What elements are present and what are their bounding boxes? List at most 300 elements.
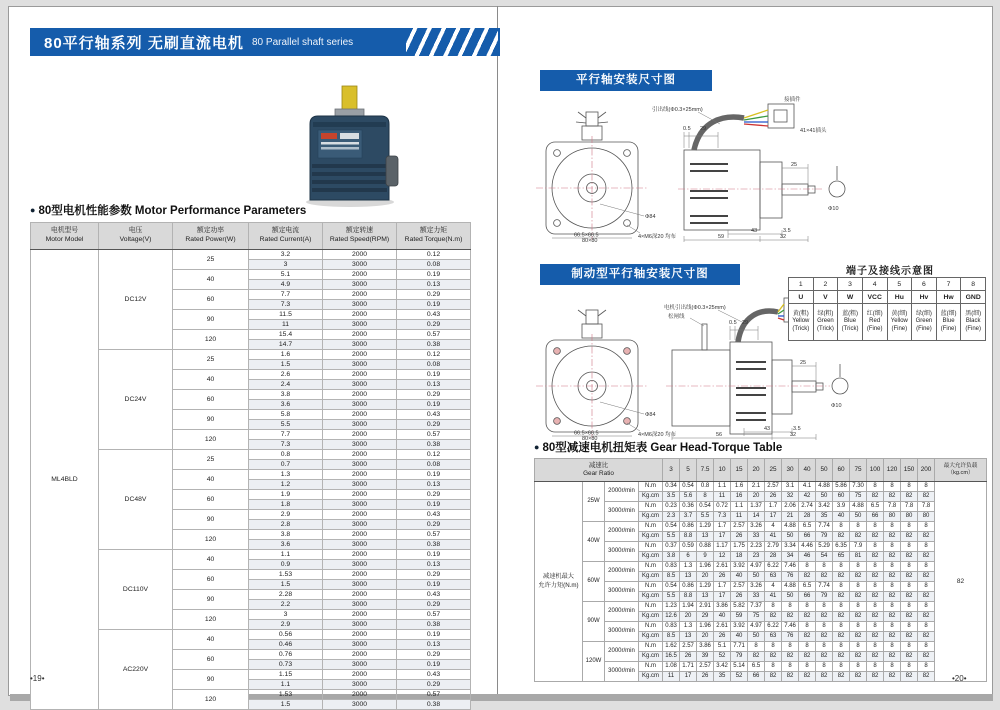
torque-value-cell: 82 xyxy=(850,632,867,642)
torque-value-cell: 0.34 xyxy=(663,482,680,492)
torque-value-cell: 75 xyxy=(850,492,867,502)
torque-value-cell: 1.7 xyxy=(714,582,731,592)
torque-value-cell: 8 xyxy=(867,562,884,572)
torque-value-cell: 82 xyxy=(782,612,799,622)
torque-value-cell: 1.7 xyxy=(714,522,731,532)
torque-value-cell: 8 xyxy=(884,602,901,612)
perf-value-cell: 0.57 xyxy=(397,530,471,540)
torque-speed-cell: 3000r/min xyxy=(605,542,639,562)
terminal-diagram-title: 端子及接线示意图 xyxy=(846,266,934,277)
torque-value-cell: 82 xyxy=(816,632,833,642)
torque-value-cell: 0.83 xyxy=(663,622,680,632)
perf-value-cell: 7.7 xyxy=(249,430,323,440)
torque-speed-cell: 2000r/min xyxy=(605,482,639,502)
torque-value-cell: 8 xyxy=(816,662,833,672)
perf-value-cell: 2000 xyxy=(323,490,397,500)
perf-value-cell: 1.1 xyxy=(249,550,323,560)
torque-value-cell: 2.57 xyxy=(731,582,748,592)
perf-value-cell: 2.9 xyxy=(249,620,323,630)
perf-value-cell: 2000 xyxy=(323,310,397,320)
perf-value-cell: 0.19 xyxy=(397,470,471,480)
torque-value-cell: 82 xyxy=(901,672,918,682)
torque-value-cell: 4.88 xyxy=(816,482,833,492)
torque-value-cell: 82 xyxy=(867,492,884,502)
torque-value-cell: 8 xyxy=(850,662,867,672)
torque-value-cell: 5.5 xyxy=(697,512,714,522)
torque-value-cell: 82 xyxy=(782,652,799,662)
torque-value-cell: 82 xyxy=(884,592,901,602)
perf-value-cell: 2000 xyxy=(323,530,397,540)
torque-value-cell: 1.29 xyxy=(697,522,714,532)
perf-value-cell: 0.13 xyxy=(397,640,471,650)
torque-value-cell: 8 xyxy=(867,582,884,592)
torque-value-cell: 7.30 xyxy=(850,482,867,492)
power-cell: 90 xyxy=(173,310,249,330)
perf-value-cell: 0.46 xyxy=(249,640,323,650)
torque-value-cell: 0.8 xyxy=(697,482,714,492)
svg-text:56: 56 xyxy=(716,432,723,438)
torque-value-cell: 33 xyxy=(748,532,765,542)
torque-value-cell: 8 xyxy=(799,602,816,612)
ratio-header-cell: 7.5 xyxy=(697,459,714,482)
ratio-header-cell: 200 xyxy=(918,459,935,482)
perf-value-cell: 0.13 xyxy=(397,280,471,290)
perf-value-cell: 3000 xyxy=(323,360,397,370)
perf-value-cell: 0.08 xyxy=(397,260,471,270)
torque-value-cell: 2.61 xyxy=(714,622,731,632)
torque-value-cell: 52 xyxy=(714,652,731,662)
torque-value-cell: 8 xyxy=(901,522,918,532)
torque-value-cell: 40 xyxy=(833,512,850,522)
terminal-number-cell: 1 xyxy=(789,278,814,291)
torque-value-cell: 8.8 xyxy=(680,532,697,542)
perf-value-cell: 2000 xyxy=(323,610,397,620)
torque-value-cell: 17 xyxy=(714,592,731,602)
torque-value-cell: 6.22 xyxy=(765,622,782,632)
torque-value-cell: 3.26 xyxy=(748,522,765,532)
torque-value-cell: 8 xyxy=(799,562,816,572)
perf-value-cell: 3000 xyxy=(323,500,397,510)
perf-value-cell: 7.3 xyxy=(249,440,323,450)
perf-table-header xyxy=(31,223,471,250)
torque-table-row xyxy=(535,602,987,612)
torque-value-cell: 14 xyxy=(748,512,765,522)
torque-value-cell: 80 xyxy=(901,512,918,522)
terminal-signal-cell: V xyxy=(813,291,838,304)
torque-value-cell: 6.35 xyxy=(833,542,850,552)
torque-value-cell: 82 xyxy=(867,532,884,542)
terminal-number-cell: 3 xyxy=(838,278,863,291)
torque-value-cell: 82 xyxy=(884,612,901,622)
svg-text:Φ84: Φ84 xyxy=(645,412,656,418)
torque-value-cell: 8 xyxy=(918,542,935,552)
perf-value-cell: 3.6 xyxy=(249,540,323,550)
torque-value-cell: 12.6 xyxy=(663,612,680,622)
torque-value-cell: 50 xyxy=(850,512,867,522)
svg-text:3.5: 3.5 xyxy=(793,426,801,432)
svg-text:41×41插头: 41×41插头 xyxy=(800,128,827,134)
torque-value-cell: 2.61 xyxy=(714,562,731,572)
torque-value-cell: 60 xyxy=(833,492,850,502)
torque-value-cell: 82 xyxy=(901,632,918,642)
perf-value-cell: 0.29 xyxy=(397,320,471,330)
ratio-header-cell: 30 xyxy=(782,459,799,482)
terminal-signal-row xyxy=(789,291,986,304)
torque-value-cell: 79 xyxy=(816,592,833,602)
torque-unit-cell: Kg.cm xyxy=(639,492,663,502)
perf-value-cell: 2000 xyxy=(323,570,397,580)
torque-unit-cell: Kg.cm xyxy=(639,552,663,562)
torque-value-cell: 3.34 xyxy=(782,542,799,552)
torque-speed-cell: 3000r/min xyxy=(605,662,639,682)
torque-value-cell: 3.92 xyxy=(731,562,748,572)
torque-value-cell: 8 xyxy=(884,662,901,672)
torque-value-cell: 16.5 xyxy=(663,652,680,662)
torque-value-cell: 4.1 xyxy=(799,482,816,492)
power-cell: 40 xyxy=(173,370,249,390)
ratio-header-cell: 60 xyxy=(833,459,850,482)
torque-unit-cell: N.m xyxy=(639,482,663,492)
perf-value-cell: 1.1 xyxy=(249,680,323,690)
perf-value-cell: 0.08 xyxy=(397,460,471,470)
torque-value-cell: 8 xyxy=(918,642,935,652)
torque-value-cell: 5.6 xyxy=(680,492,697,502)
torque-value-cell: 76 xyxy=(782,572,799,582)
perf-value-cell: 3000 xyxy=(323,520,397,530)
torque-value-cell: 82 xyxy=(850,572,867,582)
power-cell: 25 xyxy=(173,350,249,370)
power-cell: 60 xyxy=(173,390,249,410)
torque-power-cell: 25W xyxy=(583,482,605,522)
torque-value-cell: 8 xyxy=(901,642,918,652)
power-cell: 120 xyxy=(173,610,249,630)
motor-model-cell: ML4BLD xyxy=(31,250,99,710)
torque-value-cell: 7.37 xyxy=(748,602,765,612)
torque-value-cell: 1.1 xyxy=(731,502,748,512)
torque-speed-cell: 3000r/min xyxy=(605,502,639,522)
torque-value-cell: 11 xyxy=(731,512,748,522)
power-cell: 120 xyxy=(173,430,249,450)
torque-power-cell: 90W xyxy=(583,602,605,642)
perf-value-cell: 1.53 xyxy=(249,570,323,580)
perf-value-cell: 0.29 xyxy=(397,520,471,530)
perf-value-cell: 0.12 xyxy=(397,450,471,460)
torque-value-cell: 3.8 xyxy=(663,552,680,562)
svg-text:0.5: 0.5 xyxy=(729,320,737,326)
torque-value-cell: 8 xyxy=(918,622,935,632)
perf-value-cell: 3.6 xyxy=(249,400,323,410)
perf-value-cell: 0.56 xyxy=(249,630,323,640)
torque-value-cell: 8 xyxy=(765,602,782,612)
power-cell: 60 xyxy=(173,490,249,510)
torque-value-cell: 28 xyxy=(799,512,816,522)
torque-value-cell: 8 xyxy=(884,622,901,632)
torque-value-cell: 2.74 xyxy=(799,502,816,512)
torque-value-cell: 82 xyxy=(884,532,901,542)
torque-value-cell: 8 xyxy=(799,622,816,632)
perf-value-cell: 11.5 xyxy=(249,310,323,320)
torque-value-cell: 26 xyxy=(714,632,731,642)
torque-value-cell: 3.7 xyxy=(680,512,697,522)
perf-column-header: 额定力矩 Rated Torque(N.m) xyxy=(397,223,471,250)
torque-value-cell: 82 xyxy=(918,572,935,582)
svg-text:Φ10: Φ10 xyxy=(828,206,839,212)
torque-value-cell: 82 xyxy=(799,632,816,642)
torque-value-cell: 2.57 xyxy=(765,482,782,492)
torque-value-cell: 63 xyxy=(765,572,782,582)
perf-column-header: 额定电流 Rated Current(A) xyxy=(249,223,323,250)
terminal-signal-cell: VCC xyxy=(862,291,887,304)
torque-value-cell: 50 xyxy=(782,592,799,602)
torque-value-cell: 79 xyxy=(731,652,748,662)
perf-value-cell: 0.19 xyxy=(397,550,471,560)
svg-text:Φ10: Φ10 xyxy=(831,403,842,409)
perf-value-cell: 5.8 xyxy=(249,410,323,420)
perf-value-cell: 0.7 xyxy=(249,460,323,470)
perf-column-header: 额定转速 Rated Speed(RPM) xyxy=(323,223,397,250)
perf-value-cell: 2000 xyxy=(323,470,397,480)
torque-value-cell: 82 xyxy=(918,612,935,622)
torque-value-cell: 2.23 xyxy=(748,542,765,552)
torque-value-cell: 13 xyxy=(680,632,697,642)
perf-value-cell: 3000 xyxy=(323,320,397,330)
torque-value-cell: 26 xyxy=(765,492,782,502)
perf-value-cell: 3000 xyxy=(323,620,397,630)
perf-value-cell: 0.76 xyxy=(249,650,323,660)
torque-value-cell: 50 xyxy=(816,492,833,502)
perf-value-cell: 3000 xyxy=(323,300,397,310)
perf-value-cell: 2000 xyxy=(323,630,397,640)
wire-bundle xyxy=(778,304,784,320)
torque-value-cell: 1.29 xyxy=(697,582,714,592)
torque-value-cell: 82 xyxy=(901,612,918,622)
perf-value-cell: 0.29 xyxy=(397,600,471,610)
terminal-wire-cell: 黑(细) Black (Fine) xyxy=(961,304,986,341)
torque-unit-cell: Kg.cm xyxy=(639,652,663,662)
power-cell: 90 xyxy=(173,590,249,610)
torque-value-cell: 0.83 xyxy=(663,562,680,572)
terminal-wire-cell: 绿(细) Green (Fine) xyxy=(912,304,937,341)
torque-value-cell: 59 xyxy=(731,612,748,622)
perf-value-cell: 3000 xyxy=(323,560,397,570)
perf-value-cell: 2000 xyxy=(323,330,397,340)
torque-value-cell: 8 xyxy=(799,662,816,672)
torque-value-cell: 8 xyxy=(799,642,816,652)
perf-value-cell: 0.38 xyxy=(397,620,471,630)
torque-value-cell: 8 xyxy=(833,582,850,592)
voltage-cell: AC220V xyxy=(99,630,173,710)
torque-value-cell: 82 xyxy=(850,532,867,542)
torque-value-cell: 82 xyxy=(901,592,918,602)
torque-value-cell: 8 xyxy=(884,582,901,592)
torque-value-cell: 1.71 xyxy=(680,662,697,672)
torque-value-cell: 26 xyxy=(697,672,714,682)
torque-value-cell: 8 xyxy=(867,602,884,612)
torque-value-cell: 1.3 xyxy=(680,562,697,572)
perf-value-cell: 2000 xyxy=(323,650,397,660)
svg-text:29: 29 xyxy=(700,126,707,132)
perf-value-cell: 7.7 xyxy=(249,290,323,300)
ratio-header-cell: 20 xyxy=(748,459,765,482)
page-divider xyxy=(497,6,498,694)
torque-value-cell: 8 xyxy=(833,562,850,572)
torque-value-cell: 82 xyxy=(816,612,833,622)
terminal-number-cell: 8 xyxy=(961,278,986,291)
torque-unit-cell: N.m xyxy=(639,542,663,552)
perf-value-cell: 0.19 xyxy=(397,300,471,310)
torque-value-cell: 2.57 xyxy=(680,642,697,652)
perf-value-cell: 2000 xyxy=(323,390,397,400)
torque-value-cell: 0.54 xyxy=(663,522,680,532)
torque-value-cell: 1.37 xyxy=(748,502,765,512)
svg-text:66.5×66.5: 66.5×66.5 xyxy=(574,430,599,437)
perf-value-cell: 0.43 xyxy=(397,410,471,420)
torque-value-cell: 4.46 xyxy=(799,542,816,552)
svg-text:松闸线: 松闸线 xyxy=(668,314,685,320)
torque-value-cell: 3.92 xyxy=(731,622,748,632)
torque-table-row xyxy=(535,642,987,652)
torque-value-cell: 7.46 xyxy=(782,562,799,572)
torque-value-cell: 6.5 xyxy=(799,522,816,532)
perf-value-cell: 0.57 xyxy=(397,690,471,700)
perf-value-cell: 0.57 xyxy=(397,330,471,340)
torque-value-cell: 8 xyxy=(918,562,935,572)
svg-text:25: 25 xyxy=(800,360,807,366)
torque-value-cell: 21 xyxy=(782,512,799,522)
torque-value-cell: 2.91 xyxy=(697,602,714,612)
perf-value-cell: 1.5 xyxy=(249,700,323,710)
torque-value-cell: 82 xyxy=(901,652,918,662)
torque-value-cell: 42 xyxy=(799,492,816,502)
torque-value-cell: 8 xyxy=(782,642,799,652)
torque-value-cell: 82 xyxy=(833,572,850,582)
perf-value-cell: 0.43 xyxy=(397,590,471,600)
torque-value-cell: 35 xyxy=(714,672,731,682)
torque-value-cell: 0.54 xyxy=(680,482,697,492)
perf-value-cell: 3000 xyxy=(323,540,397,550)
maxload-header: 最大允许负载 （kg.cm） xyxy=(935,459,987,482)
torque-value-cell: 13 xyxy=(680,572,697,582)
torque-value-cell: 66 xyxy=(867,512,884,522)
perf-table-row xyxy=(31,250,471,260)
power-cell: 90 xyxy=(173,510,249,530)
torque-value-cell: 8 xyxy=(867,622,884,632)
torque-value-cell: 8 xyxy=(867,522,884,532)
perf-value-cell: 0.29 xyxy=(397,490,471,500)
torque-value-cell: 0.86 xyxy=(680,582,697,592)
perf-value-cell: 1.5 xyxy=(249,360,323,370)
torque-value-cell: 82 xyxy=(867,612,884,622)
torque-value-cell: 1.08 xyxy=(663,662,680,672)
torque-value-cell: 11 xyxy=(663,672,680,682)
torque-unit-cell: Kg.cm xyxy=(639,572,663,582)
torque-value-cell: 1.62 xyxy=(663,642,680,652)
torque-speed-cell: 2000r/min xyxy=(605,562,639,582)
ratio-header-cell: 25 xyxy=(765,459,782,482)
terminal-wire-cell: 蓝(细) Blue (Fine) xyxy=(936,304,961,341)
torque-value-cell: 0.37 xyxy=(663,542,680,552)
torque-value-cell: 5.86 xyxy=(833,482,850,492)
torque-value-cell: 20 xyxy=(697,632,714,642)
torque-value-cell: 28 xyxy=(765,552,782,562)
torque-unit-cell: Kg.cm xyxy=(639,532,663,542)
terminal-wire-cell: 蓝(粗) Blue (Trick) xyxy=(838,304,863,341)
torque-value-cell: 40 xyxy=(731,572,748,582)
power-cell: 60 xyxy=(173,570,249,590)
ratio-header-cell: 10 xyxy=(714,459,731,482)
torque-value-cell: 82 xyxy=(833,652,850,662)
torque-unit-cell: N.m xyxy=(639,502,663,512)
torque-value-cell: 8 xyxy=(918,582,935,592)
perf-value-cell: 1.15 xyxy=(249,670,323,680)
perf-value-cell: 2.8 xyxy=(249,520,323,530)
perf-value-cell: 0.73 xyxy=(249,660,323,670)
svg-text:80×80: 80×80 xyxy=(582,436,598,440)
series-banner xyxy=(30,28,500,56)
torque-value-cell: 82 xyxy=(884,672,901,682)
perf-value-cell: 0.12 xyxy=(397,250,471,260)
torque-value-cell: 0.23 xyxy=(663,502,680,512)
terminal-wire-row xyxy=(789,304,986,341)
torque-value-cell: 82 xyxy=(918,532,935,542)
perf-value-cell: 0.29 xyxy=(397,390,471,400)
svg-text:0.5: 0.5 xyxy=(683,126,691,132)
terminal-number-cell: 2 xyxy=(813,278,838,291)
torque-value-cell: 0.54 xyxy=(697,502,714,512)
perf-value-cell: 1.53 xyxy=(249,690,323,700)
perf-value-cell: 2.6 xyxy=(249,370,323,380)
torque-value-cell: 8 xyxy=(850,522,867,532)
terminal-wire-cell: 红(细) Red (Fine) xyxy=(862,304,887,341)
perf-value-cell: 1.8 xyxy=(249,500,323,510)
torque-value-cell: 82 xyxy=(884,632,901,642)
perf-value-cell: 3000 xyxy=(323,640,397,650)
torque-section-title: ● 80型减速电机扭矩表 Gear Head-Torque Table xyxy=(534,442,783,454)
torque-value-cell: 8 xyxy=(884,482,901,492)
torque-value-cell: 17 xyxy=(714,532,731,542)
torque-value-cell: 8 xyxy=(816,642,833,652)
torque-value-cell: 80 xyxy=(918,512,935,522)
torque-value-cell: 4 xyxy=(765,582,782,592)
svg-text:3.5: 3.5 xyxy=(783,228,791,234)
torque-value-cell: 8 xyxy=(901,582,918,592)
perf-value-cell: 2000 xyxy=(323,510,397,520)
perf-value-cell: 2000 xyxy=(323,370,397,380)
torque-value-cell: 82 xyxy=(816,672,833,682)
perf-value-cell: 3 xyxy=(249,260,323,270)
torque-value-cell: 8.5 xyxy=(663,572,680,582)
torque-value-cell: 20 xyxy=(748,492,765,502)
torque-value-cell: 40 xyxy=(714,612,731,622)
perf-value-cell: 1.2 xyxy=(249,480,323,490)
torque-value-cell: 4.97 xyxy=(748,562,765,572)
torque-value-cell: 50 xyxy=(782,532,799,542)
torque-value-cell: 82 xyxy=(833,632,850,642)
torque-value-cell: 82 xyxy=(884,492,901,502)
torque-table-row xyxy=(535,482,987,492)
voltage-cell: DC48V xyxy=(99,450,173,550)
diagram1-title-box: 平行轴安装尺寸图 xyxy=(540,70,712,91)
perf-value-cell: 2000 xyxy=(323,450,397,460)
torque-value-cell: 3.1 xyxy=(782,482,799,492)
ratio-header-cell: 120 xyxy=(884,459,901,482)
terminal-number-row xyxy=(789,278,986,291)
torque-value-cell: 18 xyxy=(731,552,748,562)
svg-text:59: 59 xyxy=(718,234,725,240)
bullet-icon: ● xyxy=(534,442,540,452)
terminal-signal-cell: GND xyxy=(961,291,986,304)
torque-value-cell: 7.74 xyxy=(816,582,833,592)
